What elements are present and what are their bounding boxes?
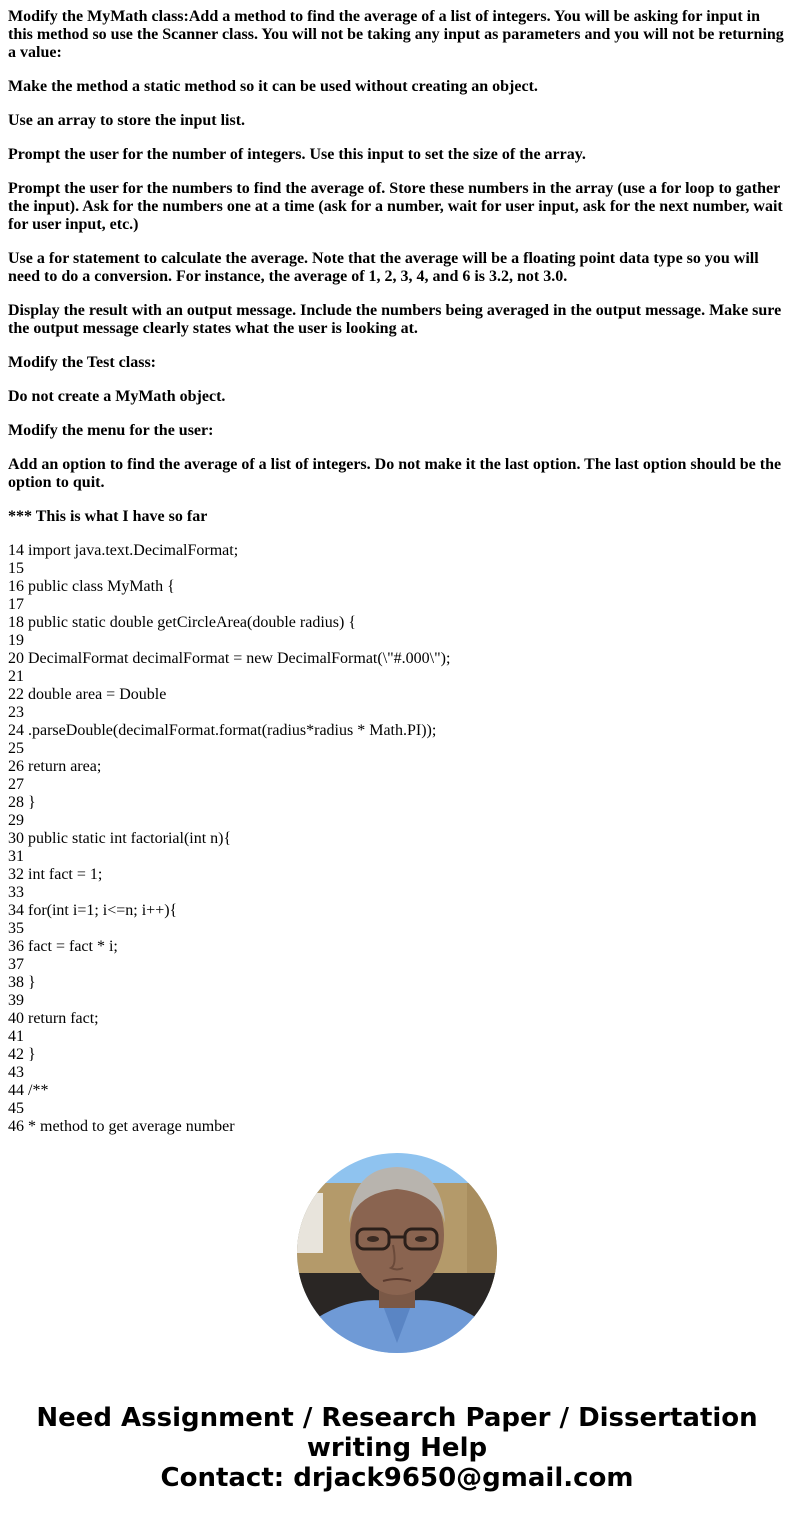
code-line: 45 — [8, 1100, 24, 1117]
code-line: 16 public class MyMath { — [8, 578, 175, 595]
code-intro: *** This is what I have so far — [8, 508, 208, 525]
banner-line: Need Assignment / Research Paper / Dissertation — [36, 1403, 758, 1433]
code-line: 37 — [8, 956, 24, 973]
code-line: 35 — [8, 920, 24, 937]
code-line: 34 for(int i=1; i<=n; i++){ — [8, 902, 178, 919]
code-line: 33 — [8, 884, 24, 901]
banner-line: writing Help — [306, 1433, 488, 1463]
instruction-paragraph: Modify the MyMath class:Add a method to find the average of a list of integers. You will be asking for input in this method so use the Scanner class. You will not be taking any input as parameters and you will not be returning a value: — [8, 8, 784, 61]
section-heading: Modify the Test class: — [8, 354, 156, 371]
code-line: 36 fact = fact * i; — [8, 938, 118, 955]
code-line: 43 — [8, 1064, 24, 1081]
instruction-paragraph: Display the result with an output message. Include the numbers being averaged in the output message. Make sure the output message clearly states what the user is looking at. — [8, 302, 782, 337]
code-line: 17 — [8, 596, 24, 613]
code-line: 46 * method to get average number — [8, 1118, 235, 1135]
code-line: 38 } — [8, 974, 36, 991]
code-line: 21 — [8, 668, 24, 685]
code-line: 40 return fact; — [8, 1010, 99, 1027]
code-line: 44 /** — [8, 1082, 49, 1099]
instruction-paragraph: Use a for statement to calculate the average. Note that the average will be a floating point data type so you will need to do a conversion. For instance, the average of 1, 2, 3, 4, and 6 is 3.2, not 3.0. — [8, 250, 759, 285]
contact-banner — [0, 1403, 794, 1493]
code-line: 28 } — [8, 794, 36, 811]
instruction-paragraph: Make the method a static method so it can be used without creating an object. — [8, 78, 538, 95]
code-line: 39 — [8, 992, 24, 1009]
portrait-photo-icon — [297, 1153, 497, 1353]
code-line: 24 .parseDouble(decimalFormat.format(radius*radius * Math.PI)); — [8, 722, 437, 739]
code-line: 20 DecimalFormat decimalFormat = new DecimalFormat(\"#.000\"); — [8, 650, 451, 667]
code-line: 42 } — [8, 1046, 36, 1063]
code-line: 29 — [8, 812, 24, 829]
code-line: 18 public static double getCircleArea(double radius) { — [8, 614, 357, 631]
instruction-paragraph: Prompt the user for the number of integers. Use this input to set the size of the array. — [8, 146, 586, 163]
code-line: 19 — [8, 632, 24, 649]
code-line: 32 int fact = 1; — [8, 866, 103, 883]
code-line: 27 — [8, 776, 24, 793]
code-line: 41 — [8, 1028, 24, 1045]
instruction-paragraph: Prompt the user for the numbers to find the average of. Store these numbers in the array (use a for loop to gather the input). Ask for the numbers one at a time (ask for a number, wait for user input, ask for the next number, wait for user input, etc.) — [8, 180, 783, 233]
instruction-paragraph: Use an array to store the input list. — [8, 112, 246, 129]
code-listing — [8, 542, 786, 1135]
question-document — [8, 8, 786, 1135]
instruction-paragraph: Add an option to find the average of a list of integers. Do not make it the last option. The last option should be the option to quit. — [8, 456, 782, 491]
code-line: 22 double area = Double — [8, 686, 167, 703]
code-line: 26 return area; — [8, 758, 102, 775]
code-line: 14 import java.text.DecimalFormat; — [8, 542, 239, 559]
code-line: 31 — [8, 848, 24, 865]
code-line: 15 — [8, 560, 24, 577]
code-line: 25 — [8, 740, 24, 757]
code-line: 23 — [8, 704, 24, 721]
code-line: 30 public static int factorial(int n){ — [8, 830, 232, 847]
section-heading: Modify the menu for the user: — [8, 422, 214, 439]
contact-email: Contact: drjack9650@gmail.com — [160, 1463, 634, 1493]
author-avatar — [297, 1153, 497, 1353]
instruction-paragraph: Do not create a MyMath object. — [8, 388, 226, 405]
